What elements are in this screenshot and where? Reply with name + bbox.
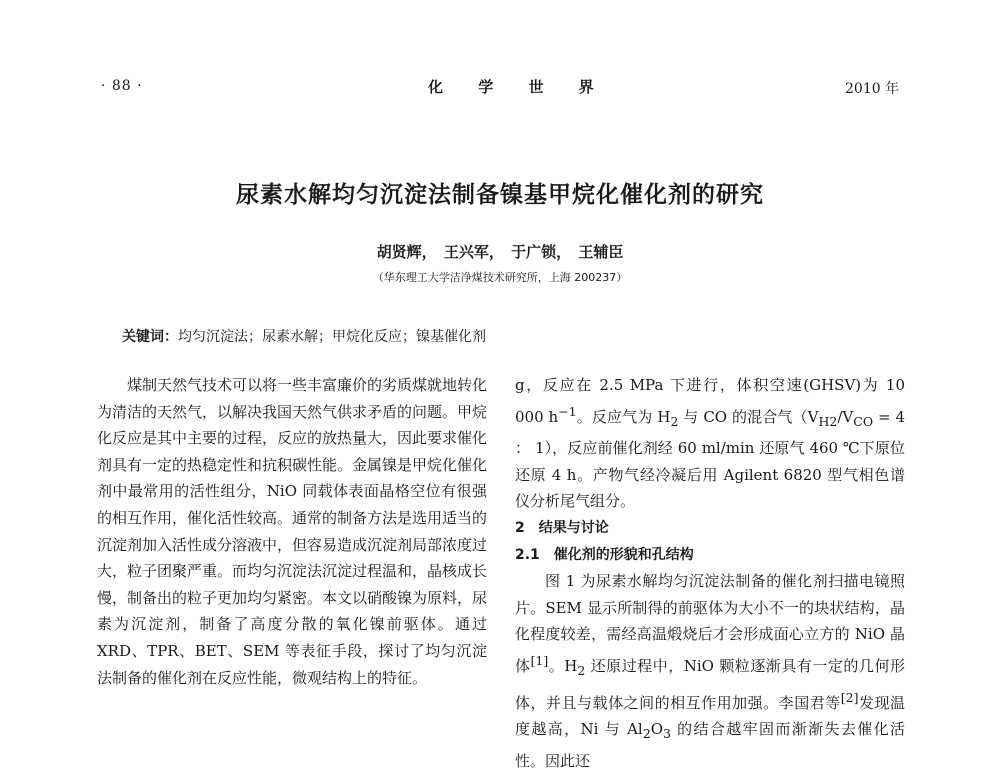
right-column	[515, 372, 905, 774]
experimental-paragraph: g，反应在 2.5 MPa 下进行，体积空速(GHSV)为 10 000 $h^{-1}$。反应气为 $H_2$ 与 CO 的混合气（$V_{H2}/V_{CO} = 4$ ： 1），反应前催化剂经 60 ml/min 还原气 460 ℃下原位还原 4 h。产物气经冷凝后用 Agilent 6820 型气相色谱仪分析尾气组分。	[515, 376, 905, 511]
results-paragraph: 图 1 为尿素水解均匀沉淀法制备的催化剂扫描电镜照片。SEM 显示所制得的前驱体为大小不一的块状结构，晶化程度较差，需经高温煅烧后才会形成面心立方的 NiO 晶体[1]。$H_2$ 还原过程中，NiO 颗粒逐渐具有一定的几何形体，并且与载体之间的相互作用加强。李国君等[2]发现温度越高，Ni 与 $Al_2O_3$ 的结合越牢固而渐渐失去催化活性。因此还	[515, 572, 905, 770]
keywords-text: 均匀沉淀法；尿素水解；甲烷化反应；镍基催化剂	[178, 329, 486, 345]
affiliation: （华东理工大学洁净煤技术研究所，上海 200237）	[372, 271, 628, 284]
left-column	[97, 372, 487, 691]
issue-year: 2010 年	[845, 81, 900, 97]
subsection-heading: 2.1 催化剂的形貌和孔结构	[515, 546, 694, 563]
section-heading: 2 结果与讨论	[515, 519, 609, 536]
keywords-label: 关键词：	[122, 329, 178, 345]
intro-paragraph: 煤制天然气技术可以将一些丰富廉价的劣质煤就地转化为清洁的天然气，以解决我国天然气供求矛盾的问题。甲烷化反应是其中主要的过程，反应的放热量大，因此要求催化剂具有一定的热稳定性和抗积碳性能。金属镍是甲烷化催化剂中最常用的活性组分，NiO 同载体表面晶格空位有很强的相互作用，催化活性较高。通常的制备方法是选用适当的沉淀剂加入活性成分溶液中，但容易造成沉淀剂局部浓度过大，粒子团聚严重。而均匀沉淀法沉淀过程温和，晶核成长慢，制备出的粒子更加均匀紧密。本文以硝酸镍为原料，尿素为沉淀剂，制备了高度分散的氧化镍前驱体。通过 XRD、TPR、BET、SEM 等表征手段，探讨了均匀沉淀法制备的催化剂在反应性能，微观结构上的特征。	[97, 376, 488, 687]
journal-name: 化 学 世 界	[428, 78, 594, 96]
author-list: 胡贤辉， 王兴军， 于广锁， 王辅臣	[376, 243, 624, 261]
page-number: · 88 ·	[101, 78, 143, 94]
keywords	[122, 326, 486, 346]
paper-title: 尿素水解均匀沉淀法制备镍基甲烷化催化剂的研究	[236, 182, 764, 208]
